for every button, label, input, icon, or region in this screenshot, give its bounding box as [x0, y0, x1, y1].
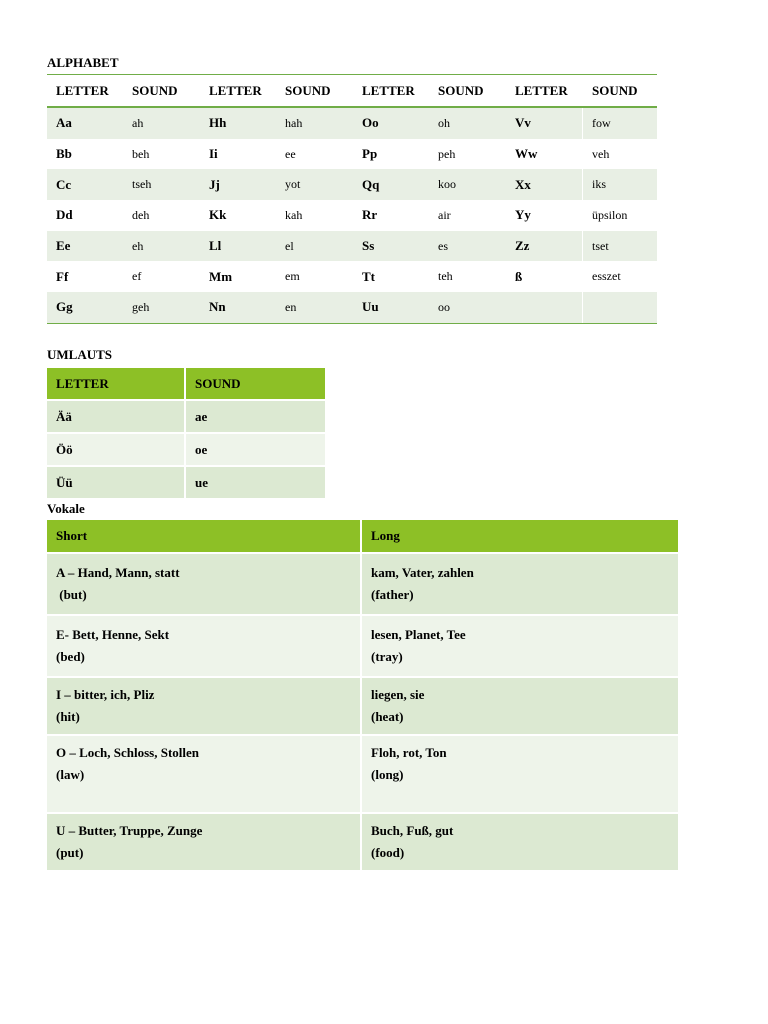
letter-cell: Cc — [56, 176, 72, 192]
sound-cell: veh — [582, 139, 657, 170]
column-header: LETTER — [56, 82, 109, 98]
sound-cell: ae — [195, 408, 208, 424]
letter-cell: Xx — [515, 176, 531, 192]
long-cell — [362, 736, 678, 812]
table-row — [47, 108, 657, 139]
short-line: O – Loch, Schloss, Stollen — [56, 745, 200, 760]
letter-cell: Kk — [209, 207, 227, 223]
table-row — [47, 736, 678, 812]
letter-cell: Bb — [56, 146, 72, 162]
short-line: U – Butter, Truppe, Zunge — [56, 823, 203, 838]
sound-cell: oe — [195, 441, 208, 457]
letter-cell: Mm — [209, 268, 233, 284]
column-header: SOUND — [582, 75, 657, 106]
table-row — [47, 292, 657, 323]
sound-cell: beh — [132, 146, 150, 161]
short-line: (hit) — [56, 709, 80, 724]
short-cell — [47, 814, 362, 870]
sound-cell: deh — [132, 207, 150, 222]
sound-cell: el — [285, 238, 294, 253]
letter-cell: Yy — [515, 207, 531, 223]
long-line: (tray) — [371, 649, 403, 664]
umlauts-table — [47, 368, 325, 498]
column-header: Long — [371, 528, 400, 543]
letter-cell: Ff — [56, 268, 69, 284]
short-line: (bed) — [56, 649, 85, 664]
table-row — [47, 231, 657, 262]
letter-cell: Rr — [362, 207, 378, 223]
umlauts-body — [47, 401, 325, 498]
long-cell — [362, 554, 678, 614]
letter-cell: Üü — [47, 467, 186, 498]
table-row — [47, 616, 678, 676]
table-row — [47, 678, 678, 734]
letter-cell: Ss — [362, 238, 375, 254]
vokale-table — [47, 520, 678, 870]
long-line: (father) — [371, 587, 414, 602]
short-line: (put) — [56, 845, 84, 860]
long-line: lesen, Planet, Tee — [371, 627, 466, 642]
column-header: SOUND — [195, 375, 241, 391]
long-line: kam, Vater, zahlen — [371, 565, 474, 580]
short-cell — [47, 554, 362, 614]
sound-cell: es — [438, 238, 448, 253]
sound-cell: geh — [132, 299, 150, 314]
table-row — [47, 554, 678, 614]
long-line: (heat) — [371, 709, 404, 724]
short-cell — [47, 678, 362, 734]
sound-cell: tseh — [132, 177, 152, 192]
sound-cell: oh — [438, 115, 450, 130]
letter-cell: Ll — [209, 238, 222, 254]
letter-cell: Qq — [362, 176, 380, 192]
sound-cell: esszet — [582, 261, 657, 292]
table-row — [47, 139, 657, 170]
column-header: LETTER — [362, 82, 415, 98]
table-row — [47, 200, 657, 231]
column-header: LETTER — [515, 82, 568, 98]
sound-cell: koo — [438, 177, 456, 192]
sound-cell: oo — [438, 299, 450, 314]
letter-cell: Ää — [47, 401, 186, 432]
alphabet-header-row — [47, 75, 657, 108]
table-row — [47, 434, 325, 465]
long-cell — [362, 678, 678, 734]
sound-cell: peh — [438, 146, 456, 161]
letter-cell: Hh — [209, 115, 227, 131]
short-line: E- Bett, Henne, Sekt — [56, 627, 170, 642]
sound-cell: kah — [285, 207, 303, 222]
letter-cell: Aa — [56, 115, 72, 131]
sound-cell: yot — [285, 177, 301, 192]
sound-cell: teh — [438, 269, 453, 284]
alphabet-body — [47, 108, 657, 323]
sound-cell: air — [438, 207, 451, 222]
short-cell — [47, 616, 362, 676]
column-header: Short — [47, 520, 362, 552]
letter-cell: Nn — [209, 299, 226, 315]
vokale-header-row — [47, 520, 678, 552]
long-line: (food) — [371, 845, 405, 860]
letter-cell: Tt — [362, 268, 375, 284]
long-cell — [362, 814, 678, 870]
table-row — [47, 814, 678, 870]
sound-cell: iks — [582, 169, 657, 200]
letter-cell: Uu — [362, 299, 379, 315]
sound-cell: tset — [582, 231, 657, 262]
letter-cell — [506, 292, 582, 323]
column-header: SOUND — [285, 82, 331, 98]
long-line: (long) — [371, 767, 404, 782]
sound-cell: ef — [132, 269, 142, 284]
column-header: SOUND — [438, 82, 484, 98]
sound-cell — [582, 292, 657, 323]
column-header: LETTER — [47, 368, 186, 399]
long-line: Buch, Fuß, gut — [371, 823, 454, 838]
short-line: I – bitter, ich, Pliz — [56, 687, 155, 702]
letter-cell: Ii — [209, 146, 218, 162]
letter-cell: Öö — [47, 434, 186, 465]
letter-cell: Gg — [56, 299, 73, 315]
alphabet-heading: ALPHABET — [47, 55, 119, 70]
sound-cell: eh — [132, 238, 144, 253]
short-line: (but) — [56, 587, 87, 602]
sound-cell: hah — [285, 115, 303, 130]
table-row — [47, 401, 325, 432]
letter-cell: ß — [515, 268, 523, 284]
letter-cell: Ee — [56, 238, 71, 254]
sound-cell: üpsilon — [582, 200, 657, 231]
table-row — [47, 467, 325, 498]
letter-cell: Zz — [515, 238, 530, 254]
vokale-body — [47, 554, 678, 870]
column-header: LETTER — [209, 82, 262, 98]
letter-cell: Ww — [515, 146, 538, 162]
umlauts-header-row — [47, 368, 325, 399]
sound-cell: ah — [132, 115, 144, 130]
alphabet-table — [47, 74, 657, 324]
letter-cell: Jj — [209, 176, 220, 192]
sound-cell: ue — [195, 474, 208, 490]
sound-cell: ee — [285, 146, 296, 161]
column-header: SOUND — [132, 82, 178, 98]
sound-cell: em — [285, 269, 300, 284]
table-row — [47, 169, 657, 200]
long-line: Floh, rot, Ton — [371, 745, 447, 760]
sound-cell: fow — [582, 108, 657, 139]
short-line: (law) — [56, 767, 85, 782]
letter-cell: Pp — [362, 146, 378, 162]
table-row — [47, 261, 657, 292]
short-cell — [47, 736, 362, 812]
letter-cell: Oo — [362, 115, 379, 131]
long-line: liegen, sie — [371, 687, 425, 702]
letter-cell: Dd — [56, 207, 73, 223]
umlauts-heading: UMLAUTS — [47, 347, 113, 362]
sound-cell: en — [285, 299, 297, 314]
long-cell — [362, 616, 678, 676]
vokale-heading: Vokale — [47, 501, 85, 516]
letter-cell: Vv — [515, 115, 531, 131]
short-line: A – Hand, Mann, statt — [56, 565, 180, 580]
